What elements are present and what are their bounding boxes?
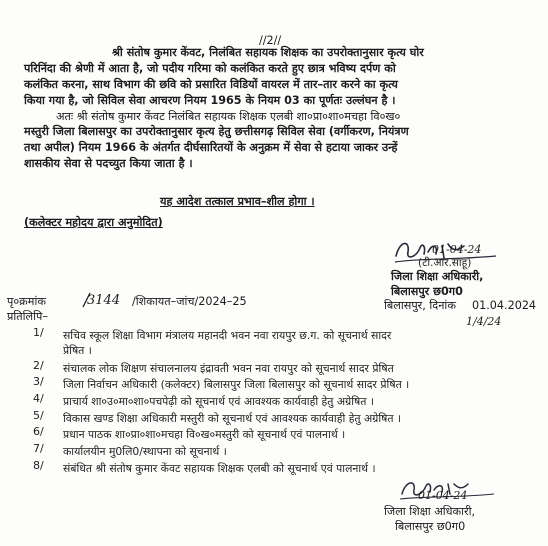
copy-item-3-line1: जिला निर्वाचन अधिकारी (कलेक्टर) बिलासपुर जिला बिलासपुर को सूचनार्थ सादर प्रेषित । [63, 378, 410, 391]
copy-item-3-number: 3/ [33, 375, 44, 388]
copy-item-8-number: 8/ [33, 459, 44, 472]
signature1-date: 01-04-24 [432, 243, 482, 256]
para2-line2: मस्तुरी जिला बिलासपुर का उपरोक्तानुसार कृत्य हेतु छत्तीसगढ़ सिविल सेवा (वर्गीकरण, नियंत्रण [24, 125, 409, 138]
collector-approval: (कलेक्टर महोदय द्वारा अनुमोदित) [24, 216, 163, 229]
ref-label: पृ०क्रमांक [7, 295, 46, 308]
copy-item-1-line1: सचिव स्कूल शिक्षा विभाग मंत्रालय महानदी भवन नवा रायपुर छ.ग. को सूचनार्थ सादर [63, 329, 392, 342]
signature2-title: जिला शिक्षा अधिकारी, [384, 505, 476, 518]
para1-line2: परिनिंदा की श्रेणी में आता है, जो पदीय गरिमा को कलंकित करते हुए छात्र भविष्य दर्पण को [24, 62, 396, 75]
signature2-date: 01-04-24 [418, 489, 468, 502]
page-number: //2// [259, 34, 282, 47]
order-effective-line: यह आदेश तत्काल प्रभाव–शील होगा । [160, 195, 315, 208]
copy-item-7-line1: कार्यालयीन मु0लि0/स्थापना को सूचनार्थ । [63, 445, 227, 458]
copy-item-4-line1: प्राचार्य शा०उ०मा०शा०पचपेढ़ी को सूचनार्थ एवं आवश्यक कार्यवाही हेतु अग्रेषित । [63, 395, 374, 408]
ref-subject: /शिकायत–जांच/2024–25 [132, 295, 247, 308]
signature2-place: बिलासपुर छ0ग0 [395, 520, 466, 533]
copy-item-1-number: 1/ [33, 326, 44, 339]
signature1-place: बिलासपुर छ0ग0 [391, 285, 463, 298]
slash-icon [80, 292, 92, 308]
copy-item-7-number: 7/ [33, 442, 44, 455]
ref-number: 3144 [87, 293, 121, 308]
copy-item-8-line1: संबंधित श्री संतोष कुमार केंवट सहायक शिक्षक एलबी को सूचनार्थ एवं पालनार्थ । [63, 462, 376, 475]
copy-item-2-number: 2/ [33, 359, 44, 372]
para2-line3: तथा अपील) नियम 1966 के अंतर्गत दीर्घसारितयों के अनुक्रम में सेवा से हटाया जाकर उन्हें [24, 141, 398, 154]
copy-item-4-number: 4/ [33, 392, 44, 405]
signature1-name: (टी.आर.साहू) [418, 257, 472, 269]
para1-line3: कलंकित करना, साथ विभाग की छवि को प्रसारित विडियों वायरल में तार–तार करने का कृत्य [24, 78, 398, 91]
ref-handwritten-date: 1/4/24 [466, 315, 502, 328]
para1-line1: श्री संतोष कुमार केंवट, निलंबित सहायक शिक्षक का उपरोक्तानुसार कृत्य घोर [112, 46, 424, 59]
copy-item-6-number: 6/ [33, 425, 44, 438]
copy-label: प्रतिलिपि– [7, 310, 48, 323]
copy-item-1-line2: प्रेषित । [63, 344, 92, 357]
ref-date: 01.04.2024 [472, 299, 537, 312]
para2-line4: शासकीय सेवा से पदच्युत किया जाता है । [24, 157, 193, 170]
copy-item-5-number: 5/ [33, 409, 44, 422]
signature1-title: जिला शिक्षा अधिकारी, [391, 270, 484, 283]
ref-place-date-label: बिलासपुर, दिनांक [384, 299, 456, 312]
para1-line4: किया गया है, जो सिविल सेवा आचरण नियम 1965 के नियम 03 का पूर्णतः उल्लंघन है । [24, 94, 396, 107]
copy-item-6-line1: प्रधान पाठक शा०प्रा०शा०मचहा वि०ख०मस्तुरी को सूचनार्थ एवं पालनार्थ । [63, 428, 346, 441]
copy-item-5-line1: विकास खण्ड शिक्षा अधिकारी मस्तुरी को सूचनार्थ एवं आवश्यक कार्यवाही हेतु अग्रेषित । [63, 412, 402, 425]
para2-line1: अतः श्री संतोष कुमार केंवट निलंबित सहायक शिक्षक एलबी शा०प्रा०शा०मचहा वि०ख० [56, 110, 401, 123]
copy-item-2-line1: संचालक लोक शिक्षण संचालनालय इंद्रावती भवन नवा रायपुर को सूचनार्थ सादर प्रेषित [63, 362, 394, 375]
